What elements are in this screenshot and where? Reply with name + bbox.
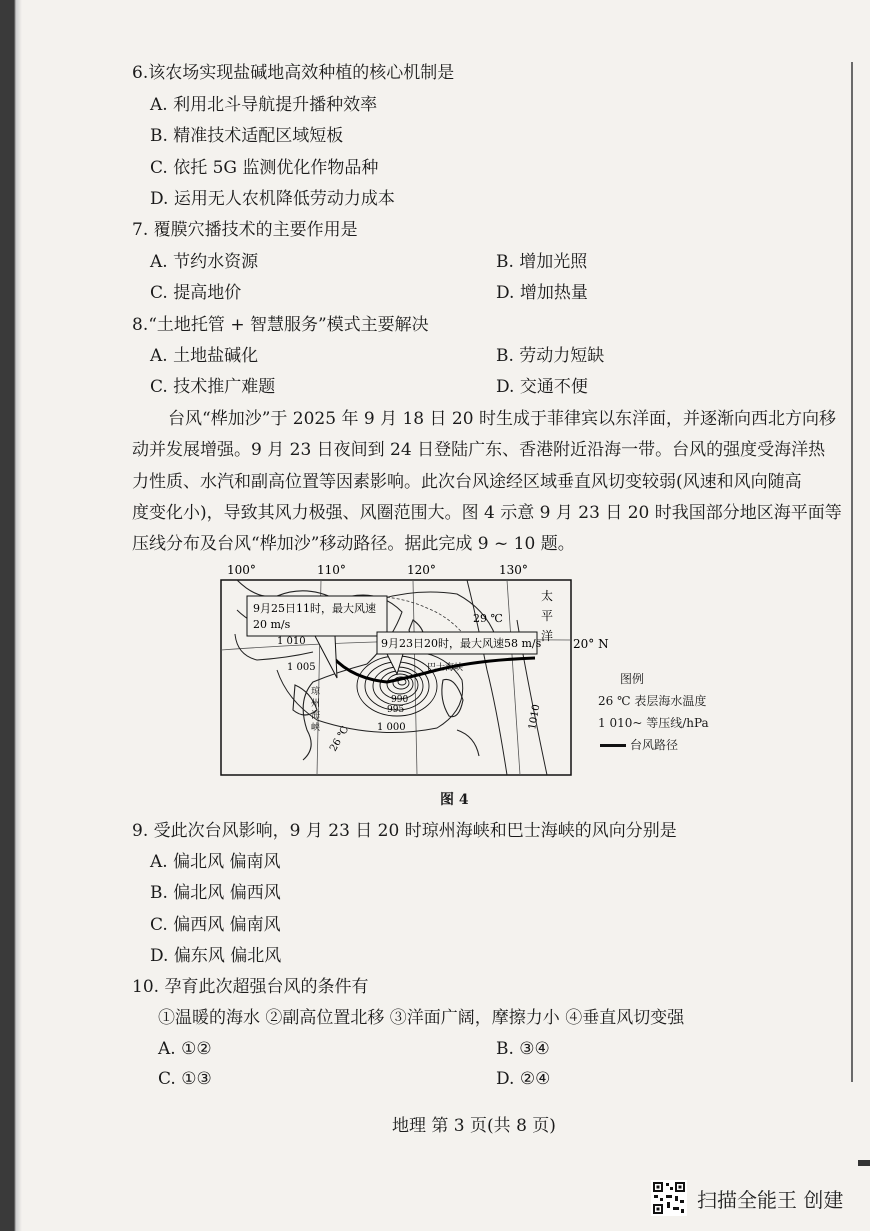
q10-conditions: ①温暖的海水 ②副高位置北移 ③洋面广阔，摩擦力小 ④垂直风切变强 [158,1008,685,1028]
q7-stem: 7. 覆膜穴播技术的主要作用是 [132,220,358,240]
q7-option-b: B. 增加光照 [496,252,588,272]
page-edge-line [851,62,853,1082]
lon-label-130: 130° [499,563,528,577]
passage-line-1: 台风“桦加沙”于 2025 年 9 月 18 日 20 时生成于菲律宾以东洋面，并逐渐向西北方向移 [168,409,836,429]
callout-sep25 [247,596,387,678]
passage-line-4: 度变化小)，导致其风力极强、风圈范围大。图 4 示意 9 月 23 日 20 时我国部分地区海平面等 [132,503,842,523]
qiongzhou-label-3: 海 [311,711,321,721]
ocean-label-3: 洋 [541,629,554,643]
map-legend [598,668,709,756]
bashi-strait-label: 巴士海峡 [427,663,464,673]
qiongzhou-label-4: 峡 [311,723,321,733]
q6-option-a: A. 利用北斗导航提升播种效率 [150,95,378,115]
q7-option-c: C. 提高地价 [150,283,242,303]
page-edge-mark [858,1160,870,1166]
q10-option-a: A. ①② [158,1039,212,1059]
isobar-label-1010-east: 1010 [527,703,543,731]
passage-line-2: 动并发展增强。9 月 23 日夜间到 24 日登陆广东、香港附近沿海一带。台风的强度受海洋热 [132,440,826,460]
isobar-label-995: 995 [387,705,405,715]
callout-sep25-line2: 20 m/s [253,618,291,631]
lon-label-120: 120° [407,563,436,577]
isobar-map [217,560,617,790]
page-footer: 地理 第 3 页(共 8 页) [392,1116,556,1136]
scanner-watermark [651,1180,843,1216]
legend-sst: 26 ℃ 表层海水温度 [598,694,707,708]
q7-option-a: A. 节约水资源 [150,252,259,272]
q8-stem: 8.“土地托管 + 智慧服务”模式主要解决 [132,315,429,335]
q10-option-b: B. ③④ [496,1039,550,1059]
isobar-label-1000: 1 000 [377,722,406,733]
legend-track: 台风路径 [630,738,679,752]
q6-option-b: B. 精准技术适配区域短板 [150,126,344,146]
watermark-text: 扫描全能王 创建 [697,1187,844,1212]
q8-option-d: D. 交通不便 [496,377,588,397]
isobar-label-1005: 1 005 [287,662,316,673]
callout-sep23-text: 9月23日20时，最大风速58 m/s [381,637,542,650]
qiongzhou-label-2: 州 [311,699,321,709]
callout-sep25-line1: 9月25日11时，最大风速 [253,602,376,615]
q9-stem: 9. 受此次台风影响，9 月 23 日 20 时琼州海峡和巴士海峡的风向分别是 [132,821,677,841]
ocean-label-2: 平 [541,609,554,623]
sst-label-29: 29 ℃ [473,612,503,625]
q8-option-c: C. 技术推广难题 [150,377,276,397]
isobar-label-990: 990 [391,695,409,705]
page-edge-shadow [0,0,22,1231]
q7-option-d: D. 增加热量 [496,283,588,303]
q9-option-c: C. 偏西风 偏南风 [150,915,281,935]
q8-option-b: B. 劳动力短缺 [496,346,605,366]
ocean-label-1: 太 [541,589,554,603]
lon-label-100: 100° [227,563,256,577]
legend-track-row [598,734,709,756]
legend-title: 图例 [620,672,645,686]
q8-option-a: A. 土地盐碱化 [150,346,259,366]
sst-label-26: 26 ℃ [328,724,352,754]
q9-option-b: B. 偏北风 偏西风 [150,883,281,903]
figure-caption: 图 4 [440,792,469,808]
qiongzhou-label-1: 琼 [311,687,321,697]
lat-label: 20° N [573,637,609,651]
legend-isobar: 1 010~ 等压线/hPa [598,716,709,730]
q6-option-d: D. 运用无人农机降低劳动力成本 [150,189,395,209]
legend-track-swatch [600,744,626,747]
passage-line-3: 力性质、水汽和副高位置等因素影响。此次台风途经区域垂直风切变较弱(风速和风向随高 [132,472,802,492]
q6-stem: 6.该农场实现盐碱地高效种植的核心机制是 [132,63,455,83]
lon-label-110: 110° [317,563,346,577]
q10-option-c: C. ①③ [158,1069,212,1089]
q9-option-a: A. 偏北风 偏南风 [150,852,281,872]
q6-option-c: C. 依托 5G 监测优化作物品种 [150,158,379,178]
q9-option-d: D. 偏东风 偏北风 [150,946,282,966]
qr-code-icon [651,1180,687,1216]
q10-stem: 10. 孕育此次超强台风的条件有 [132,977,369,997]
isobar-label-1010: 1 010 [277,636,306,647]
q10-option-d: D. ②④ [496,1069,551,1089]
passage-line-5: 压线分布及台风“桦加沙”移动路径。据此完成 9 ~ 10 题。 [132,534,575,554]
